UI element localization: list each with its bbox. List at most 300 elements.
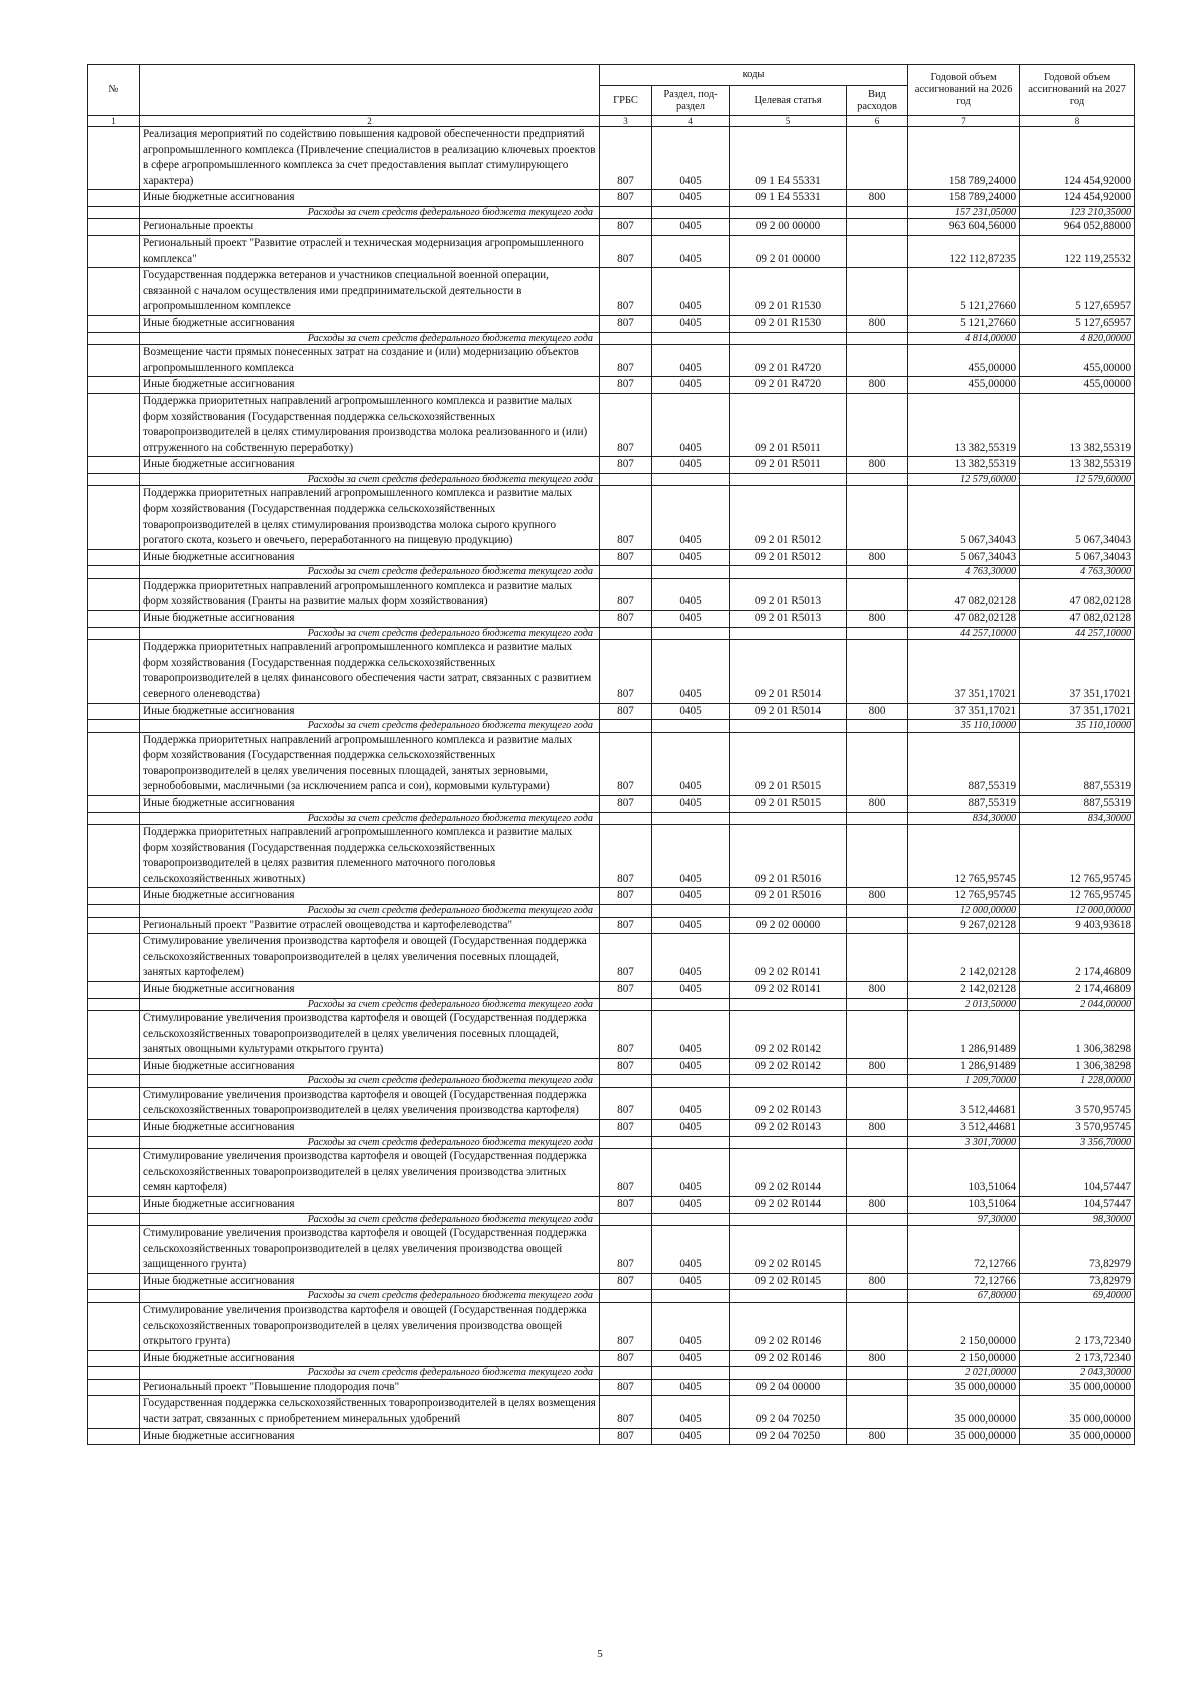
table-row (88, 1196, 1135, 1213)
row-expense-type-cell: 800 (847, 457, 908, 474)
row-target-cell: 09 2 01 R5015 (730, 795, 847, 812)
row-section-cell (652, 905, 730, 918)
row-number-cell (88, 236, 140, 268)
row-volume-2026-cell: 72,12766 (908, 1226, 1020, 1274)
row-number-cell (88, 1273, 140, 1290)
row-volume-2026-cell: 122 112,87235 (908, 236, 1020, 268)
row-expense-type-cell: 800 (847, 795, 908, 812)
row-section-cell: 0405 (652, 1149, 730, 1197)
table-row (88, 268, 1135, 316)
row-section-cell: 0405 (652, 1058, 730, 1075)
row-number-cell (88, 732, 140, 795)
federal-funds-row (88, 473, 1135, 486)
row-volume-2027-cell: 104,57447 (1020, 1149, 1135, 1197)
row-target-cell: 09 2 04 00000 (730, 1379, 847, 1396)
row-grbs-cell: 807 (600, 888, 652, 905)
row-volume-2026-cell: 9 267,02128 (908, 917, 1020, 934)
row-target-cell (730, 1367, 847, 1380)
row-expense-type-cell: 800 (847, 190, 908, 207)
row-expense-type-cell (847, 1226, 908, 1274)
row-name-cell: Иные бюджетные ассигнования (140, 703, 600, 720)
row-number-cell (88, 1396, 140, 1428)
header-codes: коды (600, 65, 908, 86)
row-section-cell: 0405 (652, 316, 730, 333)
row-name-cell: Стимулирование увеличения производства картофеля и овощей (Государственная поддержка сельскохозяйственных товаропроизводителей в целях увеличения производства элитных семян картофеля) (140, 1149, 600, 1197)
row-expense-type-cell: 800 (847, 888, 908, 905)
row-target-cell: 09 2 02 R0144 (730, 1149, 847, 1197)
row-number-cell (88, 473, 140, 486)
row-volume-2026-cell: 47 082,02128 (908, 578, 1020, 610)
header-index-5: 5 (730, 116, 847, 127)
federal-funds-row (88, 720, 1135, 733)
row-volume-2026-cell: 455,00000 (908, 377, 1020, 394)
row-grbs-cell: 807 (600, 981, 652, 998)
row-section-cell: 0405 (652, 1011, 730, 1059)
row-name-cell: Расходы за счет средств федерального бюджета текущего года (140, 1367, 600, 1380)
row-expense-type-cell (847, 825, 908, 888)
row-name-cell: Иные бюджетные ассигнования (140, 611, 600, 628)
row-grbs-cell: 807 (600, 345, 652, 377)
row-grbs-cell (600, 566, 652, 579)
row-name-cell: Поддержка приоритетных направлений агропромышленного комплекса и развитие малых форм хозяйствования (Государственная поддержка сельскохозяйственных товаропроизводителей в целях развития племенного маточного поголовья сельскохозяйственных животных) (140, 825, 600, 888)
row-volume-2027-cell: 887,55319 (1020, 795, 1135, 812)
row-volume-2027-cell: 13 382,55319 (1020, 393, 1135, 456)
row-name-cell: Иные бюджетные ассигнования (140, 1273, 600, 1290)
row-number-cell (88, 627, 140, 640)
row-grbs-cell: 807 (600, 1379, 652, 1396)
row-target-cell: 09 2 02 R0143 (730, 1087, 847, 1119)
federal-funds-row (88, 566, 1135, 579)
table-row (88, 345, 1135, 377)
row-target-cell (730, 473, 847, 486)
row-target-cell (730, 1136, 847, 1149)
row-name-cell: Стимулирование увеличения производства картофеля и овощей (Государственная поддержка сельскохозяйственных товаропроизводителей в целях увеличения посевных площадей, занятых овощными культурами открытого грунта) (140, 1011, 600, 1059)
row-grbs-cell (600, 1075, 652, 1088)
row-number-cell (88, 1120, 140, 1137)
header-index-8: 8 (1020, 116, 1135, 127)
row-volume-2027-cell: 44 257,10000 (1020, 627, 1135, 640)
row-volume-2027-cell: 3 570,95745 (1020, 1087, 1135, 1119)
row-name-cell: Иные бюджетные ассигнования (140, 1196, 600, 1213)
row-target-cell: 09 2 01 R5011 (730, 393, 847, 456)
header-grbs: ГРБС (600, 86, 652, 116)
row-grbs-cell (600, 1367, 652, 1380)
header-name (140, 65, 600, 116)
row-name-cell: Государственная поддержка ветеранов и участников специальной военной операции, связанной с началом осуществления ими предпринимательской деятельности в агропромышленном комплексе (140, 268, 600, 316)
row-expense-type-cell: 800 (847, 377, 908, 394)
row-target-cell: 09 2 02 R0142 (730, 1058, 847, 1075)
row-section-cell: 0405 (652, 219, 730, 236)
table-row (88, 578, 1135, 610)
row-section-cell: 0405 (652, 934, 730, 982)
row-target-cell: 09 2 00 00000 (730, 219, 847, 236)
row-section-cell (652, 1290, 730, 1303)
row-grbs-cell: 807 (600, 549, 652, 566)
row-name-cell: Расходы за счет средств федерального бюджета текущего года (140, 905, 600, 918)
header-index-3: 3 (600, 116, 652, 127)
row-target-cell (730, 566, 847, 579)
row-volume-2027-cell: 35 110,10000 (1020, 720, 1135, 733)
row-number-cell (88, 905, 140, 918)
table-row (88, 219, 1135, 236)
table-row (88, 732, 1135, 795)
row-grbs-cell (600, 905, 652, 918)
table-row (88, 457, 1135, 474)
row-target-cell (730, 627, 847, 640)
row-grbs-cell: 807 (600, 1058, 652, 1075)
row-section-cell: 0405 (652, 127, 730, 190)
row-expense-type-cell (847, 1011, 908, 1059)
row-name-cell: Расходы за счет средств федерального бюджета текущего года (140, 812, 600, 825)
row-volume-2026-cell: 3 512,44681 (908, 1087, 1020, 1119)
row-number-cell (88, 549, 140, 566)
row-number-cell (88, 1226, 140, 1274)
row-volume-2027-cell: 69,40000 (1020, 1290, 1135, 1303)
row-volume-2027-cell: 2 174,46809 (1020, 981, 1135, 998)
row-volume-2027-cell: 12 765,95745 (1020, 825, 1135, 888)
row-number-cell (88, 640, 140, 703)
row-target-cell: 09 2 01 R1530 (730, 316, 847, 333)
table-row (88, 1149, 1135, 1197)
row-grbs-cell: 807 (600, 1396, 652, 1428)
row-expense-type-cell (847, 998, 908, 1011)
row-volume-2026-cell: 963 604,56000 (908, 219, 1020, 236)
row-name-cell: Поддержка приоритетных направлений агропромышленного комплекса и развитие малых форм хозяйствования (Государственная поддержка сельскохозяйственных товаропроизводителей в целях стимулирования производства молока реализованного и (или) отгруженного на собственную переработку) (140, 393, 600, 456)
row-volume-2027-cell: 964 052,88000 (1020, 219, 1135, 236)
row-target-cell: 09 2 02 R0146 (730, 1302, 847, 1350)
row-expense-type-cell (847, 486, 908, 549)
row-number-cell (88, 998, 140, 1011)
row-expense-type-cell: 800 (847, 1058, 908, 1075)
row-volume-2026-cell: 455,00000 (908, 345, 1020, 377)
row-name-cell: Региональный проект "Развитие отраслей и техническая модернизация агропромышленного комплекса" (140, 236, 600, 268)
row-name-cell: Возмещение части прямых понесенных затрат на создание и (или) модернизацию объектов агропромышленного комплекса (140, 345, 600, 377)
row-section-cell: 0405 (652, 703, 730, 720)
federal-funds-row (88, 998, 1135, 1011)
row-number-cell (88, 1136, 140, 1149)
row-name-cell: Иные бюджетные ассигнования (140, 1058, 600, 1075)
header-index-6: 6 (847, 116, 908, 127)
row-section-cell: 0405 (652, 549, 730, 566)
row-section-cell (652, 998, 730, 1011)
table-row (88, 640, 1135, 703)
row-volume-2027-cell: 13 382,55319 (1020, 457, 1135, 474)
row-section-cell (652, 473, 730, 486)
row-volume-2027-cell: 1 228,00000 (1020, 1075, 1135, 1088)
row-expense-type-cell (847, 640, 908, 703)
row-expense-type-cell (847, 236, 908, 268)
row-grbs-cell (600, 720, 652, 733)
row-grbs-cell: 807 (600, 611, 652, 628)
row-volume-2026-cell: 12 000,00000 (908, 905, 1020, 918)
row-number-cell (88, 345, 140, 377)
row-grbs-cell: 807 (600, 703, 652, 720)
row-target-cell (730, 998, 847, 1011)
row-number-cell (88, 981, 140, 998)
row-name-cell: Стимулирование увеличения производства картофеля и овощей (Государственная поддержка сельскохозяйственных товаропроизводителей в целях увеличения производства картофеля) (140, 1087, 600, 1119)
row-grbs-cell: 807 (600, 917, 652, 934)
row-name-cell: Поддержка приоритетных направлений агропромышленного комплекса и развитие малых форм хозяйствования (Гранты на развитие малых форм хозяйствования) (140, 578, 600, 610)
row-volume-2026-cell: 887,55319 (908, 732, 1020, 795)
row-number-cell (88, 1087, 140, 1119)
page-number: 5 (597, 1648, 603, 1660)
row-expense-type-cell (847, 1367, 908, 1380)
table-row (88, 888, 1135, 905)
row-volume-2027-cell: 35 000,00000 (1020, 1379, 1135, 1396)
row-name-cell: Поддержка приоритетных направлений агропромышленного комплекса и развитие малых форм хозяйствования (Государственная поддержка сельскохозяйственных товаропроизводителей в целях стимулирования производства молока сырого крупного рогатого скота, козьего и овечьего, переработанного на пищевую продукцию) (140, 486, 600, 549)
row-grbs-cell (600, 1136, 652, 1149)
row-volume-2027-cell: 122 119,25532 (1020, 236, 1135, 268)
row-expense-type-cell (847, 1075, 908, 1088)
row-name-cell: Расходы за счет средств федерального бюджета текущего года (140, 720, 600, 733)
row-number-cell (88, 1367, 140, 1380)
table-row (88, 393, 1135, 456)
row-grbs-cell (600, 206, 652, 219)
row-volume-2026-cell: 35 000,00000 (908, 1428, 1020, 1445)
row-number-cell (88, 1058, 140, 1075)
row-volume-2026-cell: 12 765,95745 (908, 825, 1020, 888)
table-row (88, 377, 1135, 394)
row-number-cell (88, 206, 140, 219)
row-expense-type-cell: 800 (847, 316, 908, 333)
row-grbs-cell: 807 (600, 457, 652, 474)
row-grbs-cell: 807 (600, 640, 652, 703)
row-section-cell: 0405 (652, 393, 730, 456)
row-number-cell (88, 1213, 140, 1226)
row-expense-type-cell: 800 (847, 1196, 908, 1213)
row-volume-2027-cell: 4 763,30000 (1020, 566, 1135, 579)
row-volume-2026-cell: 2 013,50000 (908, 998, 1020, 1011)
row-expense-type-cell (847, 934, 908, 982)
federal-funds-row (88, 1075, 1135, 1088)
row-target-cell: 09 2 02 R0143 (730, 1120, 847, 1137)
row-volume-2026-cell: 72,12766 (908, 1273, 1020, 1290)
row-name-cell: Расходы за счет средств федерального бюджета текущего года (140, 566, 600, 579)
row-section-cell: 0405 (652, 578, 730, 610)
row-section-cell: 0405 (652, 377, 730, 394)
row-target-cell: 09 2 01 R5012 (730, 486, 847, 549)
row-expense-type-cell (847, 627, 908, 640)
table-row (88, 127, 1135, 190)
row-volume-2027-cell: 2 173,72340 (1020, 1302, 1135, 1350)
federal-funds-row (88, 1290, 1135, 1303)
row-target-cell: 09 2 01 R5013 (730, 578, 847, 610)
row-target-cell: 09 2 04 70250 (730, 1396, 847, 1428)
row-target-cell: 09 2 01 R5015 (730, 732, 847, 795)
table-row (88, 611, 1135, 628)
row-volume-2026-cell: 67,80000 (908, 1290, 1020, 1303)
row-name-cell: Иные бюджетные ассигнования (140, 981, 600, 998)
row-section-cell: 0405 (652, 1379, 730, 1396)
row-section-cell: 0405 (652, 236, 730, 268)
row-volume-2026-cell: 35 110,10000 (908, 720, 1020, 733)
row-target-cell: 09 2 01 R4720 (730, 345, 847, 377)
row-number-cell (88, 795, 140, 812)
table-row (88, 1226, 1135, 1274)
row-number-cell (88, 1196, 140, 1213)
row-expense-type-cell (847, 393, 908, 456)
row-grbs-cell (600, 332, 652, 345)
federal-funds-row (88, 905, 1135, 918)
row-target-cell: 09 2 01 R5016 (730, 888, 847, 905)
table-row (88, 1302, 1135, 1350)
row-section-cell (652, 720, 730, 733)
row-name-cell: Иные бюджетные ассигнования (140, 316, 600, 333)
row-volume-2026-cell: 103,51064 (908, 1196, 1020, 1213)
row-section-cell: 0405 (652, 825, 730, 888)
row-expense-type-cell (847, 127, 908, 190)
row-volume-2027-cell: 834,30000 (1020, 812, 1135, 825)
row-volume-2027-cell: 887,55319 (1020, 732, 1135, 795)
row-target-cell (730, 206, 847, 219)
row-expense-type-cell (847, 1136, 908, 1149)
row-volume-2027-cell: 98,30000 (1020, 1213, 1135, 1226)
table-row (88, 703, 1135, 720)
row-expense-type-cell: 800 (847, 611, 908, 628)
row-volume-2026-cell: 3 301,70000 (908, 1136, 1020, 1149)
row-section-cell (652, 812, 730, 825)
table-row (88, 1396, 1135, 1428)
row-name-cell: Расходы за счет средств федерального бюджета текущего года (140, 998, 600, 1011)
row-volume-2027-cell: 5 127,65957 (1020, 316, 1135, 333)
row-expense-type-cell (847, 332, 908, 345)
row-volume-2027-cell: 37 351,17021 (1020, 703, 1135, 720)
row-number-cell (88, 1075, 140, 1088)
row-name-cell: Расходы за счет средств федерального бюджета текущего года (140, 473, 600, 486)
row-volume-2027-cell: 5 127,65957 (1020, 268, 1135, 316)
row-number-cell (88, 1428, 140, 1445)
table-row (88, 1011, 1135, 1059)
row-volume-2027-cell: 73,82979 (1020, 1226, 1135, 1274)
row-volume-2026-cell: 4 763,30000 (908, 566, 1020, 579)
row-expense-type-cell (847, 812, 908, 825)
row-expense-type-cell (847, 1396, 908, 1428)
row-grbs-cell: 807 (600, 1149, 652, 1197)
budget-table (87, 64, 1135, 1445)
row-number-cell (88, 1379, 140, 1396)
row-expense-type-cell: 800 (847, 1120, 908, 1137)
row-expense-type-cell (847, 720, 908, 733)
row-volume-2026-cell: 2 150,00000 (908, 1350, 1020, 1367)
row-number-cell (88, 316, 140, 333)
row-expense-type-cell (847, 1149, 908, 1197)
row-section-cell (652, 1075, 730, 1088)
header-volume-2026: Годовой объем ассигнований на 2026 год (908, 65, 1020, 116)
row-grbs-cell: 807 (600, 934, 652, 982)
row-grbs-cell: 807 (600, 1120, 652, 1137)
row-target-cell: 09 2 01 R5013 (730, 611, 847, 628)
row-grbs-cell: 807 (600, 219, 652, 236)
header-section: Раздел, под-раздел (652, 86, 730, 116)
row-section-cell: 0405 (652, 1428, 730, 1445)
row-section-cell: 0405 (652, 888, 730, 905)
row-name-cell: Иные бюджетные ассигнования (140, 1350, 600, 1367)
row-name-cell: Расходы за счет средств федерального бюджета текущего года (140, 206, 600, 219)
row-grbs-cell: 807 (600, 578, 652, 610)
row-volume-2026-cell: 5 067,34043 (908, 486, 1020, 549)
row-grbs-cell (600, 627, 652, 640)
row-name-cell: Расходы за счет средств федерального бюджета текущего года (140, 1075, 600, 1088)
table-row (88, 316, 1135, 333)
row-target-cell: 09 1 E4 55331 (730, 127, 847, 190)
row-volume-2027-cell: 12 000,00000 (1020, 905, 1135, 918)
table-row (88, 981, 1135, 998)
row-grbs-cell: 807 (600, 486, 652, 549)
row-volume-2026-cell: 157 231,05000 (908, 206, 1020, 219)
row-number-cell (88, 393, 140, 456)
row-name-cell: Расходы за счет средств федерального бюджета текущего года (140, 1213, 600, 1226)
row-volume-2026-cell: 35 000,00000 (908, 1396, 1020, 1428)
table-row (88, 1428, 1135, 1445)
header-target: Целевая статья (730, 86, 847, 116)
row-volume-2027-cell: 47 082,02128 (1020, 611, 1135, 628)
table-row (88, 549, 1135, 566)
table-row (88, 1350, 1135, 1367)
row-volume-2026-cell: 12 765,95745 (908, 888, 1020, 905)
row-name-cell: Реализация мероприятий по содействию повышения кадровой обеспеченности предприятий агропромышленного комплекса (Привлечение специалистов в реализацию ключевых проектов в сфере агропромышленного комплекса за счет предоставления выплат стимулирующего характера) (140, 127, 600, 190)
row-target-cell (730, 720, 847, 733)
row-volume-2027-cell: 3 570,95745 (1020, 1120, 1135, 1137)
federal-funds-row (88, 1367, 1135, 1380)
row-target-cell: 09 2 01 R5014 (730, 703, 847, 720)
row-volume-2027-cell: 9 403,93618 (1020, 917, 1135, 934)
row-expense-type-cell (847, 1213, 908, 1226)
row-volume-2026-cell: 13 382,55319 (908, 457, 1020, 474)
federal-funds-row (88, 812, 1135, 825)
table-row (88, 917, 1135, 934)
row-volume-2027-cell: 2 043,30000 (1020, 1367, 1135, 1380)
row-number-cell (88, 457, 140, 474)
row-volume-2027-cell: 3 356,70000 (1020, 1136, 1135, 1149)
row-section-cell: 0405 (652, 268, 730, 316)
row-expense-type-cell (847, 1087, 908, 1119)
row-volume-2027-cell: 2 173,72340 (1020, 1350, 1135, 1367)
row-expense-type-cell: 800 (847, 549, 908, 566)
row-number-cell (88, 566, 140, 579)
row-section-cell: 0405 (652, 190, 730, 207)
row-target-cell (730, 1213, 847, 1226)
row-volume-2027-cell: 47 082,02128 (1020, 578, 1135, 610)
row-volume-2027-cell: 123 210,35000 (1020, 206, 1135, 219)
row-name-cell: Расходы за счет средств федерального бюджета текущего года (140, 627, 600, 640)
row-name-cell: Поддержка приоритетных направлений агропромышленного комплекса и развитие малых форм хозяйствования (Государственная поддержка сельскохозяйственных товаропроизводителей в целях увеличения посевных площадей, занятых зерновыми, зернобобовыми, масличными (за исключением рапса и сои), кормовыми культурами) (140, 732, 600, 795)
federal-funds-row (88, 627, 1135, 640)
row-expense-type-cell (847, 1290, 908, 1303)
row-name-cell: Поддержка приоритетных направлений агропромышленного комплекса и развитие малых форм хозяйствования (Государственная поддержка сельскохозяйственных товаропроизводителей в целях финансового обеспечения части затрат, связанных с развитием северного оленеводства) (140, 640, 600, 703)
table-row (88, 190, 1135, 207)
row-grbs-cell: 807 (600, 1226, 652, 1274)
row-grbs-cell (600, 1290, 652, 1303)
row-number-cell (88, 332, 140, 345)
row-target-cell: 09 2 01 R5011 (730, 457, 847, 474)
row-volume-2026-cell: 103,51064 (908, 1149, 1020, 1197)
row-volume-2026-cell: 5 121,27660 (908, 268, 1020, 316)
federal-funds-row (88, 1136, 1135, 1149)
row-number-cell (88, 1149, 140, 1197)
row-name-cell: Расходы за счет средств федерального бюджета текущего года (140, 1136, 600, 1149)
row-grbs-cell (600, 1213, 652, 1226)
row-grbs-cell: 807 (600, 377, 652, 394)
row-section-cell: 0405 (652, 486, 730, 549)
row-target-cell: 09 2 01 00000 (730, 236, 847, 268)
row-section-cell: 0405 (652, 1302, 730, 1350)
row-name-cell: Иные бюджетные ассигнования (140, 1120, 600, 1137)
row-number-cell (88, 888, 140, 905)
row-number-cell (88, 486, 140, 549)
header-index-4: 4 (652, 116, 730, 127)
row-expense-type-cell (847, 1379, 908, 1396)
table-row (88, 486, 1135, 549)
